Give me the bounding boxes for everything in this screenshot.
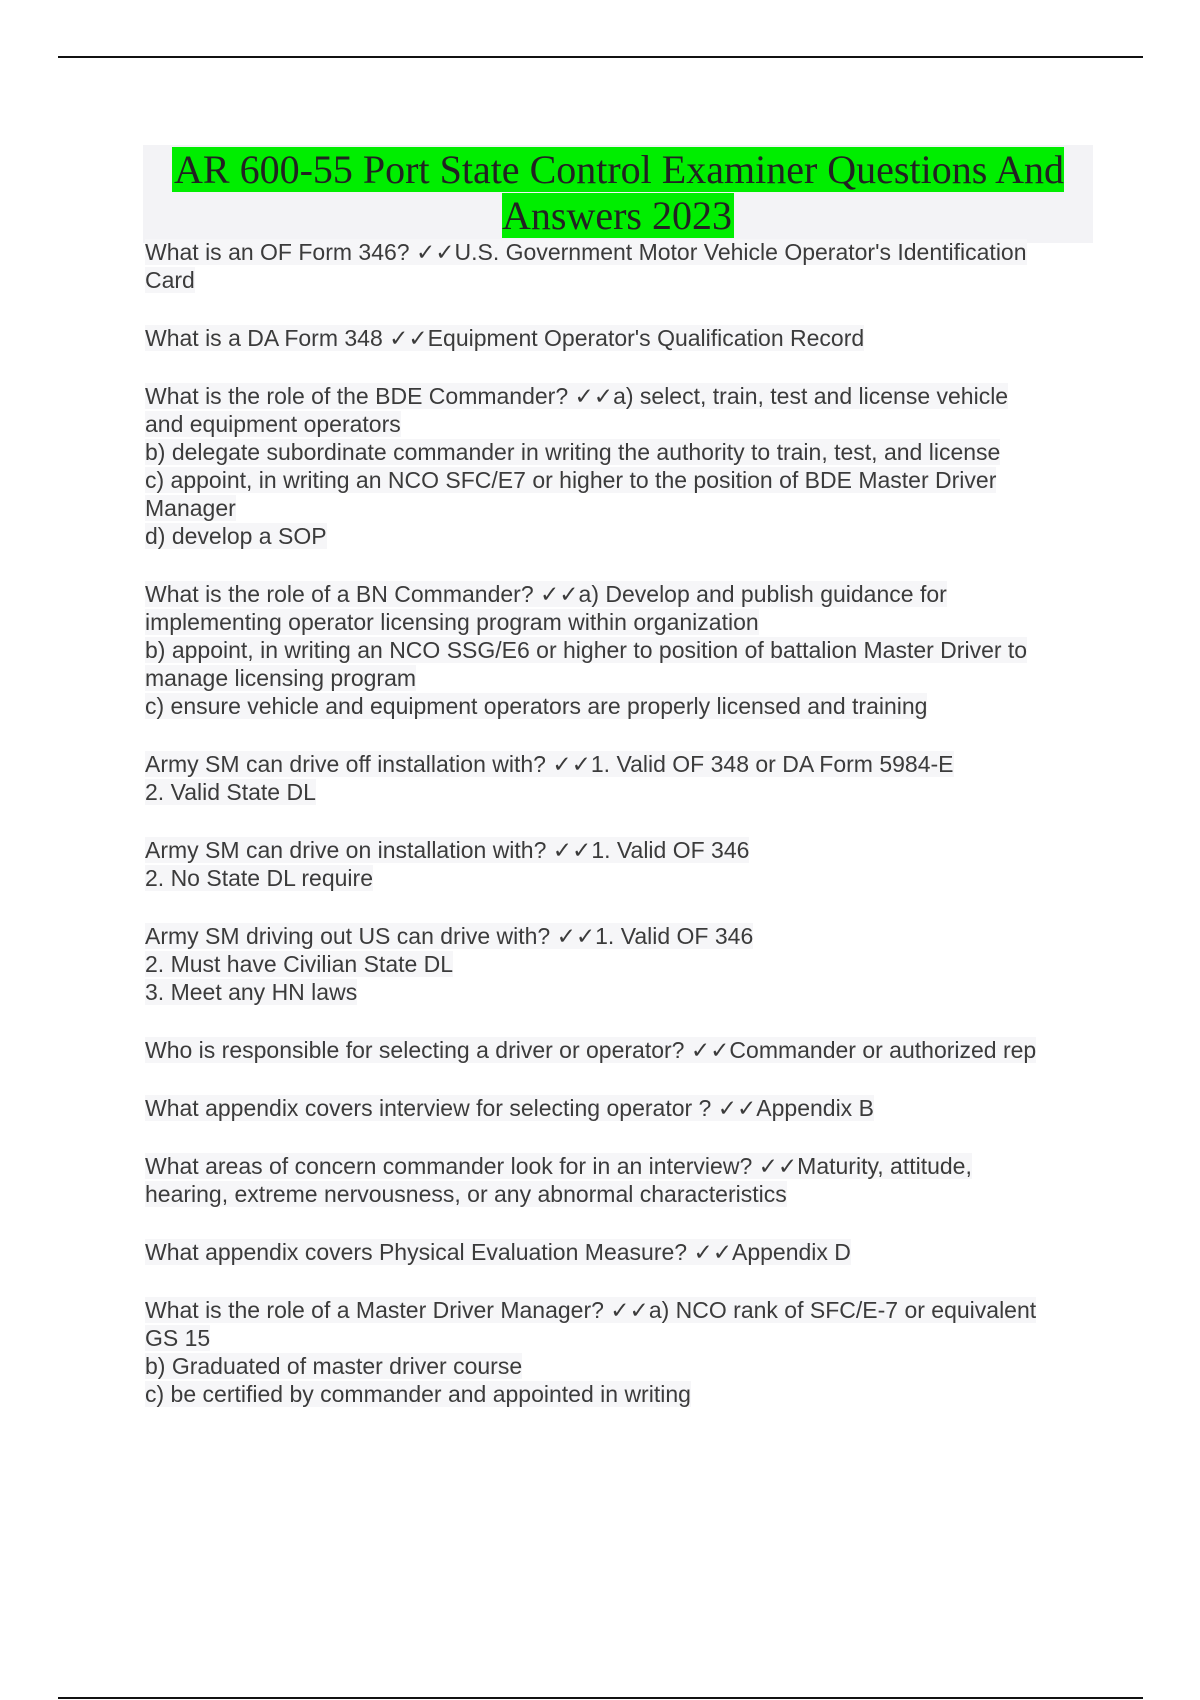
bottom-divider	[58, 1697, 1143, 1699]
qa-line-text: Army SM can drive on installation with? ✓✓1. Valid OF 346	[145, 837, 750, 863]
qa-line-text: 3. Meet any HN laws	[145, 979, 358, 1005]
qa-answer-line	[145, 664, 1090, 692]
qa-line-text: Army SM driving out US can drive with? ✓✓1. Valid OF 346	[145, 923, 754, 949]
qa-item	[145, 750, 1090, 806]
qa-answer-line	[145, 636, 1090, 664]
qa-line-text: What appendix covers Physical Evaluation Measure? ✓✓Appendix D	[145, 1239, 851, 1265]
qa-answer-line	[145, 950, 1090, 978]
qa-answer-line	[145, 438, 1090, 466]
qa-line-text: Who is responsible for selecting a driver or operator? ✓✓Commander or authorized rep	[145, 1037, 1037, 1063]
qa-question-line	[145, 1152, 1090, 1180]
qa-item	[145, 382, 1090, 550]
qa-line-text: What appendix covers interview for selecting operator ? ✓✓Appendix B	[145, 1095, 874, 1121]
qa-answer-line	[145, 410, 1090, 438]
qa-line-text: d) develop a SOP	[145, 523, 327, 549]
qa-question-line	[145, 836, 1090, 864]
qa-answer-line	[145, 266, 1090, 294]
qa-question-line	[145, 1238, 1090, 1266]
qa-question-line	[145, 1036, 1090, 1064]
qa-list	[145, 238, 1090, 1438]
qa-line-text: implementing operator licensing program within organization	[145, 609, 759, 635]
qa-item	[145, 1238, 1090, 1266]
qa-line-text: hearing, extreme nervousness, or any abnormal characteristics	[145, 1181, 787, 1207]
qa-answer-line	[145, 778, 1090, 806]
document-title	[143, 145, 1093, 243]
qa-line-text: Army SM can drive off installation with? ✓✓1. Valid OF 348 or DA Form 5984-E	[145, 751, 954, 777]
qa-answer-line	[145, 608, 1090, 636]
qa-question-line	[145, 324, 1090, 352]
qa-line-text: b) Graduated of master driver course	[145, 1353, 523, 1379]
qa-question-line	[145, 1094, 1090, 1122]
qa-line-text: b) appoint, in writing an NCO SSG/E6 or higher to position of battalion Master Driver to	[145, 637, 1028, 663]
qa-line-text: c) be certified by commander and appointed in writing	[145, 1381, 691, 1407]
qa-question-line	[145, 1296, 1090, 1324]
qa-item	[145, 922, 1090, 1006]
qa-answer-line	[145, 692, 1090, 720]
qa-line-text: c) appoint, in writing an NCO SFC/E7 or higher to the position of BDE Master Driver	[145, 467, 997, 493]
title-highlight: AR 600-55 Port State Control Examiner Questions And Answers 2023	[174, 147, 1064, 238]
qa-line-text: b) delegate subordinate commander in writing the authority to train, test, and license	[145, 439, 1001, 465]
qa-answer-line	[145, 1352, 1090, 1380]
qa-line-text: manage licensing program	[145, 665, 417, 691]
qa-question-line	[145, 238, 1090, 266]
qa-answer-line	[145, 494, 1090, 522]
qa-item	[145, 1094, 1090, 1122]
qa-line-text: Card	[145, 267, 195, 293]
qa-answer-line	[145, 978, 1090, 1006]
qa-item	[145, 836, 1090, 892]
qa-line-text: What is a DA Form 348 ✓✓Equipment Operator's Qualification Record	[145, 325, 865, 351]
qa-question-line	[145, 382, 1090, 410]
qa-answer-line	[145, 1180, 1090, 1208]
top-divider	[58, 56, 1143, 58]
qa-item	[145, 1296, 1090, 1408]
qa-item	[145, 580, 1090, 720]
qa-answer-line	[145, 522, 1090, 550]
qa-line-text: Manager	[145, 495, 236, 521]
qa-answer-line	[145, 1380, 1090, 1408]
qa-question-line	[145, 580, 1090, 608]
qa-answer-line	[145, 466, 1090, 494]
qa-item	[145, 1152, 1090, 1208]
qa-line-text: 2. No State DL require	[145, 865, 373, 891]
qa-item	[145, 1036, 1090, 1064]
qa-line-text: What is the role of the BDE Commander? ✓✓a) select, train, test and license vehicle	[145, 383, 1009, 409]
qa-line-text: and equipment operators	[145, 411, 401, 437]
qa-line-text: What is the role of a BN Commander? ✓✓a) Develop and publish guidance for	[145, 581, 947, 607]
qa-question-line	[145, 922, 1090, 950]
qa-line-text: What is an OF Form 346? ✓✓U.S. Government Motor Vehicle Operator's Identification	[145, 239, 1027, 265]
qa-line-text: 2. Must have Civilian State DL	[145, 951, 454, 977]
qa-line-text: 2. Valid State DL	[145, 779, 316, 805]
qa-line-text: c) ensure vehicle and equipment operators are properly licensed and training	[145, 693, 928, 719]
qa-item	[145, 238, 1090, 294]
qa-line-text: What is the role of a Master Driver Manager? ✓✓a) NCO rank of SFC/E-7 or equivalent	[145, 1297, 1037, 1323]
qa-answer-line	[145, 1324, 1090, 1352]
qa-answer-line	[145, 864, 1090, 892]
qa-item	[145, 324, 1090, 352]
qa-line-text: GS 15	[145, 1325, 211, 1351]
qa-line-text: What areas of concern commander look for in an interview? ✓✓Maturity, attitude,	[145, 1153, 972, 1179]
qa-question-line	[145, 750, 1090, 778]
